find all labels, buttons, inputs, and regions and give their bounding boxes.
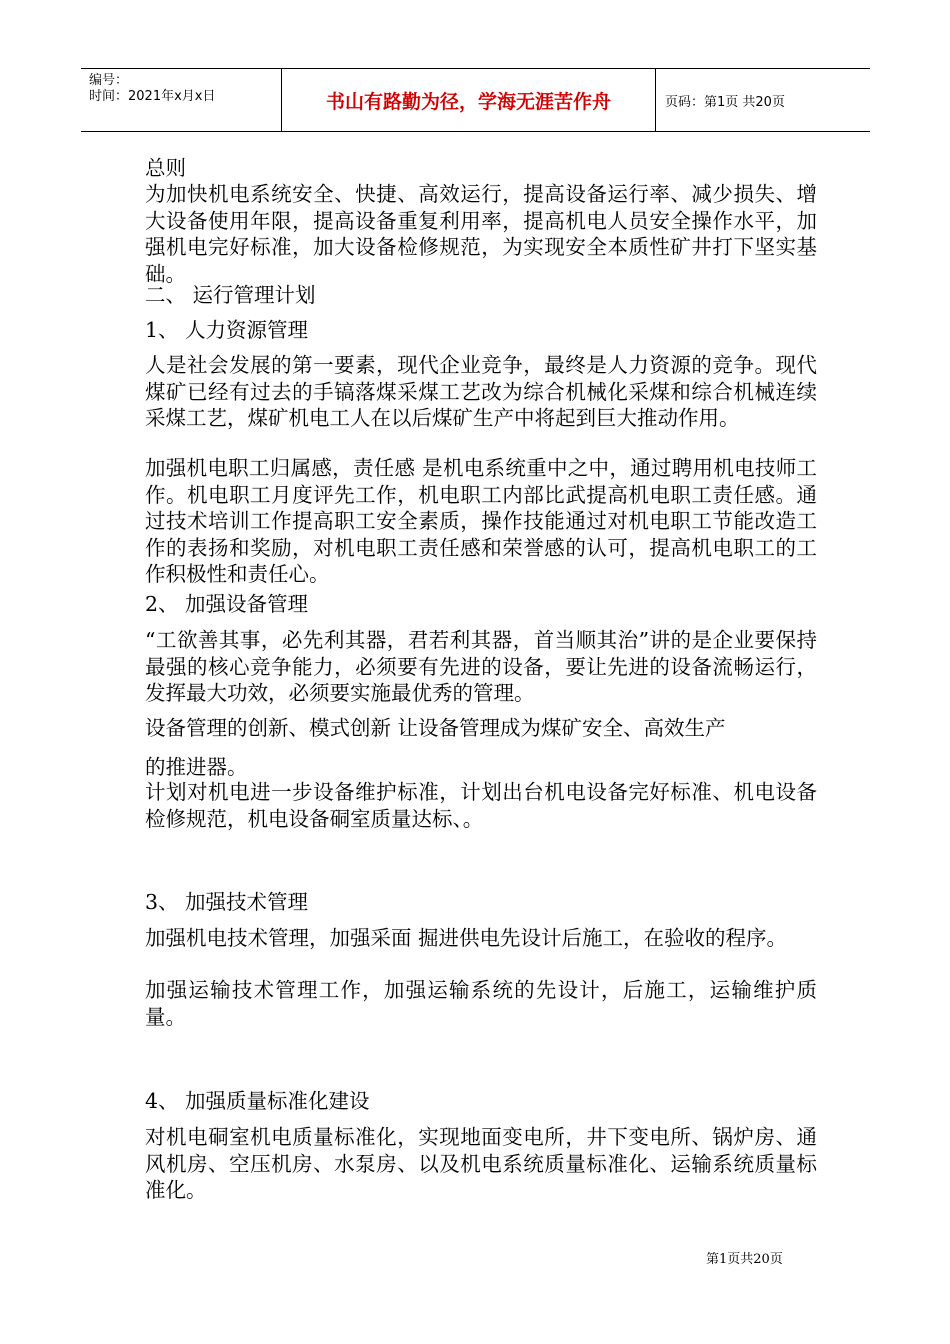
paragraph-quality: 对机电硐室机电质量标准化，实现地面变电所，井下变电所、锅炉房、通风机房、空压机房、水泵房、以及机电系统质量标准化、运输系统质量标准化。: [145, 1125, 817, 1202]
subheading-quality: 4、 加强质量标准化建设: [145, 1089, 370, 1113]
paragraph-equipment-innovation-cont: 的推进器。: [145, 755, 248, 779]
paragraph-belonging: 加强机电职工归属感，责任感 是机电系统重中之中，通过聘用机电技师工作。机电职工月度评先工作，机电职工内部比武提高机电职工责任感。通过技术培训工作提高职工安全素质，操作技能通过对机电职工节能改造工作的表扬和奖励，对机电职工责任感和荣誉感的认可，提高机电职工的工作积极性和责任心。: [145, 456, 817, 586]
time-label: 时间：2021年x月x日: [89, 89, 216, 104]
paragraph-equipment-innovation: 设备管理的创新、模式创新 让设备管理成为煤矿安全、高效生产: [145, 716, 726, 740]
page-header: [81, 68, 870, 132]
page-footer: 第1页共20页: [706, 1252, 783, 1267]
subheading-technical: 3、 加强技术管理: [145, 890, 309, 914]
paragraph-intro: 为加快机电系统安全、快捷、高效运行，提高设备运行率、减少损失、增大设备使用年限，提高设备重复利用率，提高机电人员安全操作水平，加强机电完好标准，加大设备检修规范，为实现安全本质性矿井打下坚实基础。: [145, 182, 817, 286]
paragraph-equipment-plan: 计划对机电进一步设备维护标准，计划出台机电设备完好标准、机电设备检修规范，机电设备硐室质量达标、。: [145, 780, 817, 831]
subheading-human-resources: 1、 人力资源管理: [145, 318, 309, 342]
header-meta: [81, 69, 281, 131]
header-page-cell: [655, 69, 870, 131]
section-title-general: 总则: [145, 156, 186, 180]
subheading-equipment: 2、 加强设备管理: [145, 592, 309, 616]
paragraph-human-resources: 人是社会发展的第一要素，现代企业竞争，最终是人力资源的竞争。现代煤矿已经有过去的手镐落煤采煤工艺改为综合机械化采煤和综合机械连续采煤工艺，煤矿机电工人在以后煤矿生产中将起到巨大推动作用。: [145, 353, 817, 430]
paragraph-equipment-quote: “工欲善其事，必先利其器，君若利其器，首当顺其治”讲的是企业要保持最强的核心竞争能力，必须要有先进的设备，要让先进的设备流畅运行，发挥最大功效，必须要实施最优秀的管理。: [145, 628, 817, 705]
header-page-info: 页码：第1页 共20页: [665, 94, 785, 110]
header-motto: 书山有路勤为径，学海无涯苦作舟: [325, 90, 611, 113]
section-heading-operation-plan: 二、 运行管理计划: [145, 283, 316, 307]
serial-label: 编号：: [89, 73, 129, 88]
header-motto-cell: [281, 69, 656, 131]
paragraph-technical-2: 加强运输技术管理工作，加强运输系统的先设计，后施工，运输维护质量。: [145, 978, 817, 1029]
paragraph-technical-1: 加强机电技术管理，加强采面 掘进供电先设计后施工，在验收的程序。: [145, 926, 788, 950]
